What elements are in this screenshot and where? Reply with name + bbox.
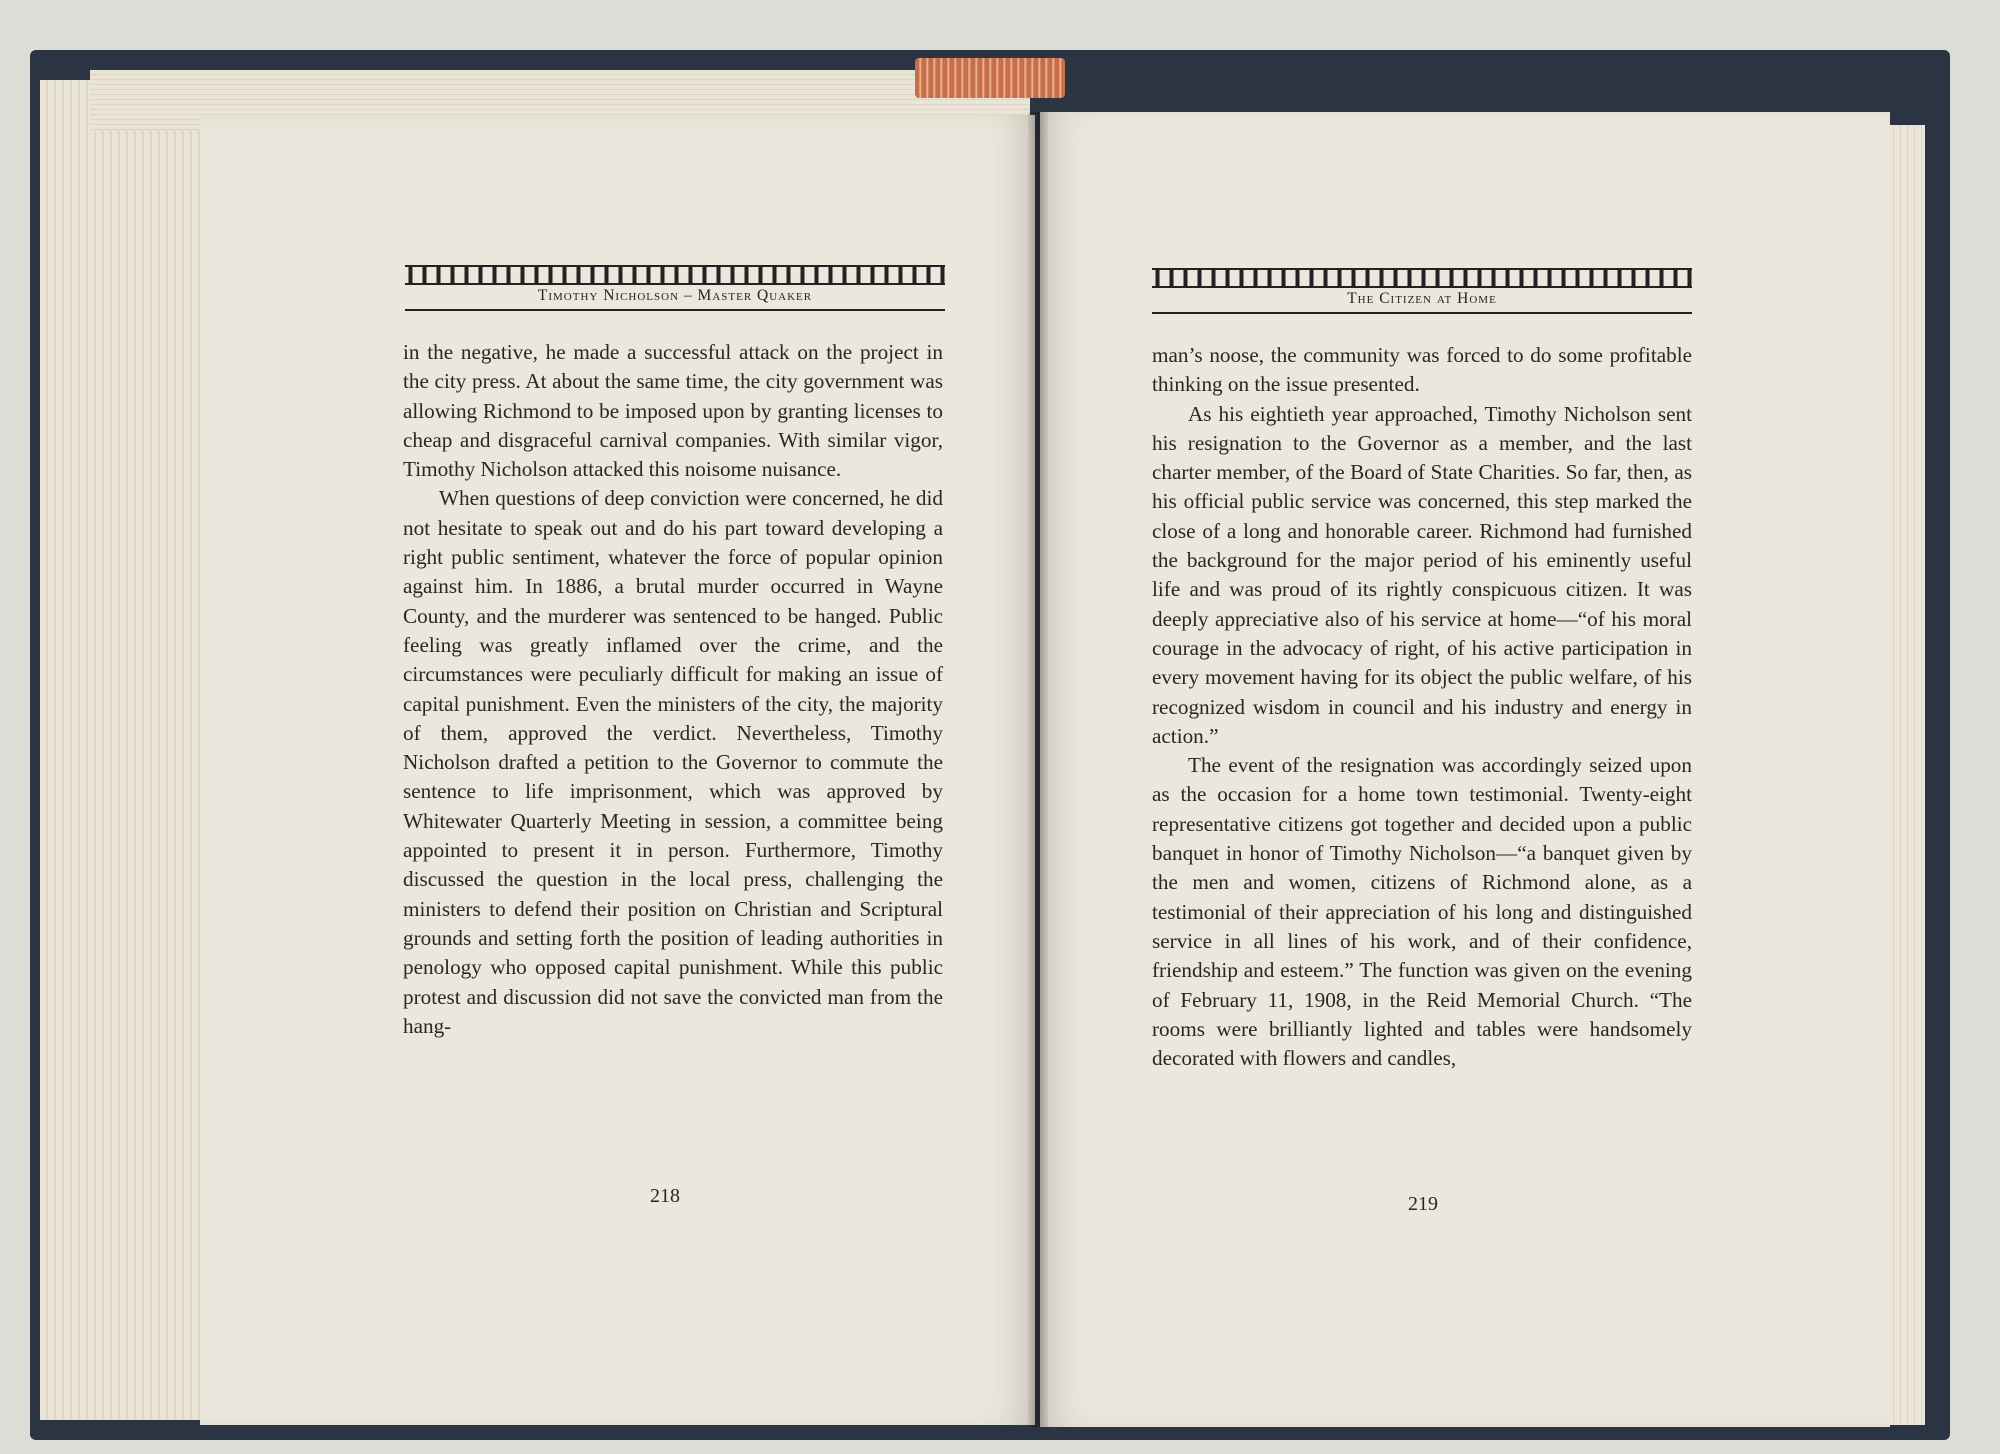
spine-headband [915,58,1065,98]
right-running-head [1152,268,1692,314]
left-running-head-title: Timothy Nicholson – Master Quaker [405,285,945,311]
left-page-number: 218 [650,1185,680,1207]
left-page-edges [40,80,210,1420]
right-page-number: 219 [1408,1193,1438,1215]
right-running-head-title: The Citizen at Home [1152,288,1692,314]
ornament-border [405,265,945,285]
left-running-head [405,265,945,311]
book-gutter [1028,112,1048,1427]
paragraph: When questions of deep conviction were concerned, he did not hesitate to speak out and do his part toward developing a right public sentiment, whatever the force of popular opinion against him. In 1886, a brutal murder occurred in Wayne County, and the murderer was sentenced to be hanged. Public feeling was greatly inflamed over the crime, and the circumstances were peculiarly difficult for making an issue of capital punishment. Even the ministers of the city, the majority of them, approved the verdict. Nevertheless, Timothy Nicholson drafted a petition to the Governor to commute the sentence to life imprisonment, which was approved by Whitewater Quarterly Meeting in session, a committee being appointed to present it in person. Furthermore, Timothy discussed the question in the local press, challenging the ministers to defend their position on Christian and Scriptural grounds and setting forth the position of leading authorities in penology who opposed capital punishment. While this public protest and discussion did not save the convicted man from the hang- [403,486,943,1038]
paragraph: in the negative, he made a successful attack on the project in the city press. At about the same time, the city government was allowing Richmond to be imposed upon by granting licenses to cheap and disgraceful carnival companies. With similar vigor, Timothy Nicholson attacked this noisome nuisance. [403,340,943,482]
left-body-text [403,338,943,1041]
paragraph: The event of the resignation was accordingly seized upon as the occasion for a home town testimonial. Twenty-eight representative citizens got together and decided upon a public banquet in honor of Timothy Nicholson—“a banquet given by the men and women, citizens of Richmond alone, as a testimonial of their appreciation of his long and distinguished service in all lines of his work, and of their confidence, friendship and esteem.” The function was given on the evening of February 11, 1908, in the Reid Memorial Church. “The rooms were brilliantly lighted and tables were handsomely decorated with flowers and candles, [1152,753,1692,1071]
paragraph: man’s noose, the community was forced to do some profitable thinking on the issue presented. [1152,343,1692,397]
paragraph: As his eightieth year approached, Timothy Nicholson sent his resignation to the Governor as a member, and the last charter member, of the Board of State Charities. So far, then, as his official public service was concerned, this step marked the close of a long and honorable career. Richmond had furnished the background for the major period of his eminently useful life and was proud of its rightly conspicuous citizen. It was deeply appreciative also of his service at home—“of his moral courage in the advocacy of right, of his active participation in every movement having for its object the public welfare, of his recognized wisdom in council and his industry and energy in action.” [1152,401,1692,748]
right-body-text [1152,341,1692,1073]
ornament-border [1152,268,1692,288]
